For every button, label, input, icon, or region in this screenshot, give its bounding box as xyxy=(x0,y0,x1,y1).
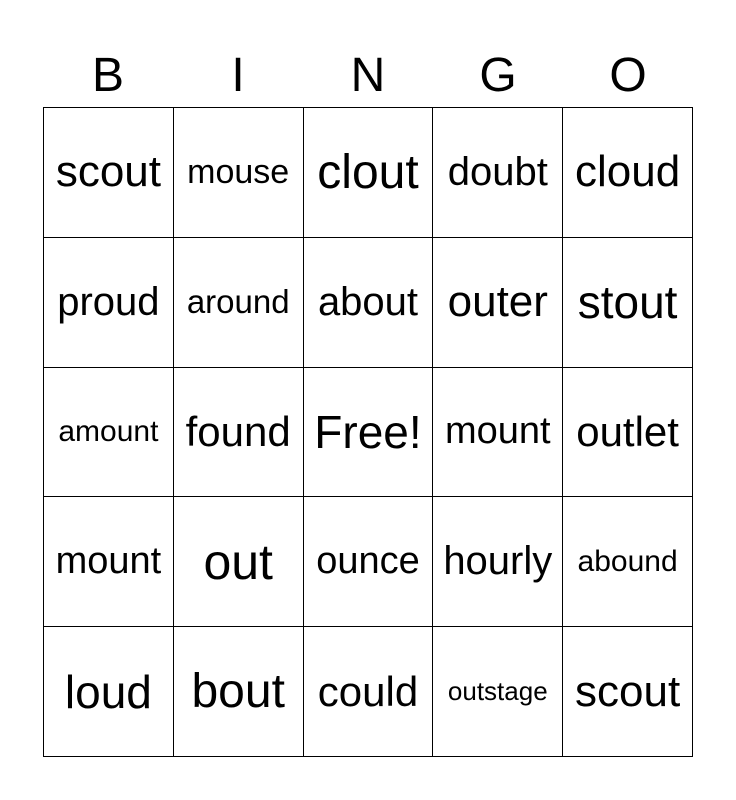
bingo-cell: hourly xyxy=(433,497,563,627)
bingo-cell: proud xyxy=(44,238,174,368)
bingo-cell: outlet xyxy=(563,368,693,498)
bingo-cell: mount xyxy=(44,497,174,627)
bingo-cell: clout xyxy=(304,108,434,238)
header-letter-g: G xyxy=(479,49,517,102)
bingo-cell: about xyxy=(304,238,434,368)
header-letter-b: B xyxy=(91,49,124,102)
bingo-cell: around xyxy=(174,238,304,368)
bingo-cell: outstage xyxy=(433,627,563,757)
bingo-grid xyxy=(43,107,693,757)
header-letter-n: N xyxy=(350,49,386,102)
bingo-cell: amount xyxy=(44,368,174,498)
bingo-cell: stout xyxy=(563,238,693,368)
bingo-cell: bout xyxy=(174,627,304,757)
header-letter-o: O xyxy=(609,49,647,102)
bingo-cell: ounce xyxy=(304,497,434,627)
bingo-cell: scout xyxy=(563,627,693,757)
bingo-cell: mount xyxy=(433,368,563,498)
bingo-cell: found xyxy=(174,368,304,498)
header-letter-i: I xyxy=(231,49,245,102)
bingo-cell: out xyxy=(174,497,304,627)
bingo-cell: doubt xyxy=(433,108,563,238)
bingo-header xyxy=(43,48,693,104)
bingo-cell: cloud xyxy=(563,108,693,238)
free-space-cell: Free! xyxy=(304,368,434,498)
bingo-cell: loud xyxy=(44,627,174,757)
bingo-cell: outer xyxy=(433,238,563,368)
bingo-cell: abound xyxy=(563,497,693,627)
bingo-cell: scout xyxy=(44,108,174,238)
bingo-cell: mouse xyxy=(174,108,304,238)
bingo-cell: could xyxy=(304,627,434,757)
